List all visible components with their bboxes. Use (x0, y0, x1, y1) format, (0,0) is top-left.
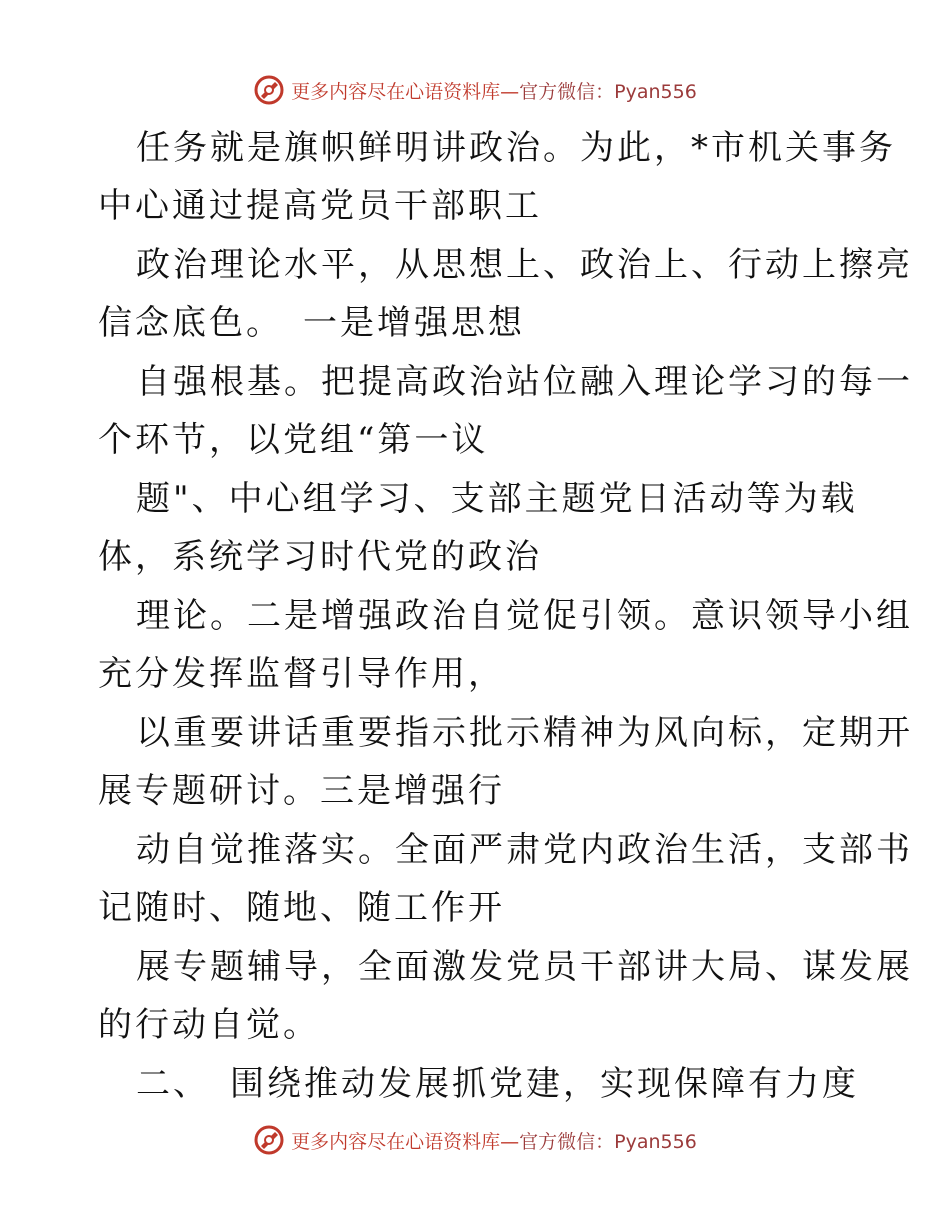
body-line: 动自觉推落实。全面严肃党内政治生活，支部书 (136, 830, 913, 870)
header-banner-wechat: 官方微信：Pyan556 (519, 80, 697, 103)
body-line: 中心通过提高党员干部职工 (98, 186, 542, 226)
body-line: 展专题研讨。三是增强行 (98, 771, 505, 811)
body-line: 任务就是旗帜鲜明讲政治。为此，*市机关事务 (136, 128, 896, 168)
body-heading: 二、 围绕推动发展抓党建，实现保障有力度 (136, 1064, 859, 1104)
body-line: 政治理论水平，从思想上、政治上、行动上擦亮 (136, 245, 913, 285)
body-line: 展专题辅导，全面激发党员干部讲大局、谋发展 (136, 947, 913, 987)
body-line: 个环节，以党组“第一议 (98, 420, 489, 460)
body-line: 以重要讲话重要指示批示精神为风向标，定期开 (136, 713, 913, 753)
body-line: 自强根基。把提高政治站位融入理论学习的每一 (136, 362, 913, 402)
page-footer (0, 1120, 950, 1160)
footer-banner-wechat: 官方微信：Pyan556 (519, 1130, 697, 1153)
header-banner-text (291, 77, 697, 104)
body-line: 充分发挥监督引导作用， (98, 654, 505, 694)
body-line: 记随时、随地、随工作开 (98, 888, 505, 928)
body-line: 体，系统学习时代党的政治 (98, 537, 542, 577)
header-banner-main: 更多内容尽在心语资料库— (291, 80, 520, 103)
logo-icon (253, 74, 285, 106)
footer-banner-main: 更多内容尽在心语资料库— (291, 1130, 520, 1153)
body-line: 的行动自觉。 (98, 1005, 320, 1045)
body-line: 题"、中心组学习、支部主题党日活动等为载 (136, 479, 858, 519)
body-line: 理论。二是增强政治自觉促引领。意识领导小组 (136, 596, 913, 636)
body-line: 信念底色。 一是增强思想 (98, 303, 525, 343)
footer-banner (253, 1124, 697, 1156)
page-header (0, 70, 950, 110)
footer-banner-text (291, 1127, 697, 1154)
header-banner (253, 74, 697, 106)
logo-icon (253, 1124, 285, 1156)
